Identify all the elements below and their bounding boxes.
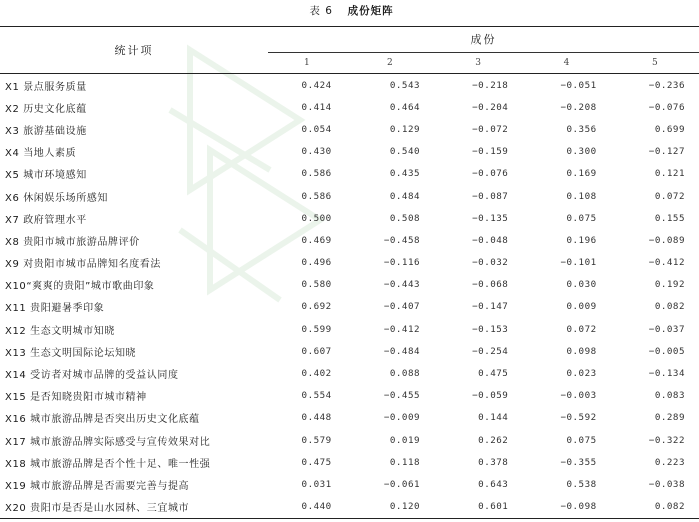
loading-value-cell: −0.484 <box>383 345 421 357</box>
loading-value-cell: 0.196 <box>566 234 597 246</box>
loading-value-cell: 0.484 <box>389 190 421 202</box>
loading-value-cell: −0.135 <box>472 212 509 224</box>
loading-value-cell: −0.038 <box>648 478 685 490</box>
loading-value-cell: 0.643 <box>478 478 509 490</box>
loading-value-cell: 0.098 <box>566 345 597 357</box>
loading-value-cell: −0.098 <box>522 496 610 519</box>
table-row <box>0 318 699 340</box>
row-label: X14 受访者对城市品牌的受益认同度 <box>5 370 179 382</box>
loading-value-cell: 0.475 <box>478 368 509 380</box>
loading-value-cell: 0.607 <box>301 345 332 357</box>
table-body <box>0 74 699 519</box>
loading-value-cell: 0.088 <box>389 368 421 380</box>
loading-value-cell: 0.121 <box>654 168 685 180</box>
loading-value-cell: 0.496 <box>301 257 332 269</box>
loading-value-cell: −0.322 <box>648 434 685 446</box>
loading-value-cell: 0.108 <box>566 190 597 202</box>
loading-value-cell: −0.089 <box>648 234 685 246</box>
loading-value-cell: −0.009 <box>383 412 421 424</box>
loading-value-cell: −0.412 <box>383 323 421 335</box>
table-row <box>0 385 699 407</box>
loading-value-cell: −0.412 <box>648 257 685 269</box>
table-row <box>0 496 699 519</box>
loading-value-cell: −0.061 <box>383 478 421 490</box>
row-label: X1 景点服务质量 <box>5 81 87 93</box>
row-label: X10“爽爽的贵阳”城市歌曲印象 <box>5 281 155 293</box>
component-header: 4 <box>522 52 610 73</box>
loading-value-cell: −0.076 <box>472 168 509 180</box>
row-label: X19 城市旅游品牌是否需要完善与提高 <box>5 480 190 492</box>
loading-value-cell: −0.407 <box>383 301 421 313</box>
loading-value-cell: −0.159 <box>472 146 509 158</box>
row-label: X20 贵阳市是否是山水园林、三宜城市 <box>0 496 268 519</box>
table-row <box>0 96 699 118</box>
row-label: X13 生态文明国际论坛知晓 <box>5 347 137 359</box>
table-row <box>0 185 699 207</box>
table-row <box>0 163 699 185</box>
loading-value-cell: 0.075 <box>566 212 597 224</box>
table-title: 成份矩阵 <box>347 5 394 17</box>
loading-value-cell: −0.208 <box>560 101 597 113</box>
loading-value-cell: 0.599 <box>301 323 332 335</box>
table-row <box>0 118 699 140</box>
loading-value-cell: 0.508 <box>389 212 421 224</box>
component-header: 1 <box>268 52 346 73</box>
loading-value-cell: −0.048 <box>472 234 509 246</box>
loading-value-cell: 0.424 <box>301 79 332 91</box>
loading-value-cell: 0.169 <box>566 168 597 180</box>
table-row <box>0 340 699 362</box>
loading-value-cell: −0.236 <box>648 79 685 91</box>
component-matrix-table <box>0 26 699 519</box>
loading-value-cell: 0.129 <box>389 123 421 135</box>
row-label: X5 城市环境感知 <box>5 170 87 182</box>
loading-value-cell: 0.075 <box>566 434 597 446</box>
loading-value-cell: 0.430 <box>301 146 332 158</box>
component-header: 3 <box>434 52 522 73</box>
loading-value-cell: −0.032 <box>472 257 509 269</box>
row-label: X11 贵阳避暑季印象 <box>5 303 105 315</box>
loading-value-cell: 0.448 <box>301 412 332 424</box>
row-label: X8 贵阳市城市旅游品牌评价 <box>5 236 140 248</box>
loading-value-cell: −0.443 <box>383 279 421 291</box>
loading-value-cell: −0.455 <box>383 390 421 402</box>
loading-value-cell: 0.054 <box>301 123 332 135</box>
row-label: X3 旅游基础设施 <box>5 125 87 137</box>
loading-value-cell: 0.120 <box>346 496 434 519</box>
loading-value-cell: 0.402 <box>301 368 332 380</box>
table-caption <box>0 3 699 18</box>
loading-value-cell: −0.254 <box>472 345 509 357</box>
loading-value-cell: −0.072 <box>472 123 509 135</box>
row-label: X15 是否知晓贵阳市城市精神 <box>5 392 147 404</box>
loading-value-cell: −0.076 <box>648 101 685 113</box>
row-label: X6 休闲娱乐场所感知 <box>5 192 108 204</box>
loading-value-cell: −0.059 <box>472 390 509 402</box>
table-row <box>0 451 699 473</box>
component-header: 2 <box>346 52 434 73</box>
loading-value-cell: 0.300 <box>566 146 597 158</box>
loading-value-cell: 0.440 <box>268 496 346 519</box>
loading-value-cell: 0.072 <box>566 323 597 335</box>
loading-value-cell: 0.414 <box>301 101 332 113</box>
loading-value-cell: −0.101 <box>560 257 597 269</box>
table-row <box>0 252 699 274</box>
table-row <box>0 229 699 251</box>
table-row <box>0 429 699 451</box>
row-label: X12 生态文明城市知晓 <box>5 325 115 337</box>
loading-value-cell: 0.580 <box>301 279 332 291</box>
loading-value-cell: 0.118 <box>389 456 421 468</box>
loading-value-cell: 0.469 <box>301 234 332 246</box>
loading-value-cell: 0.223 <box>654 456 685 468</box>
loading-value-cell: 0.072 <box>654 190 685 202</box>
loading-value-cell: 0.023 <box>566 368 597 380</box>
loading-value-cell: 0.144 <box>478 412 509 424</box>
table-row <box>0 274 699 296</box>
loading-value-cell: 0.540 <box>389 146 421 158</box>
loading-value-cell: 0.475 <box>301 456 332 468</box>
row-label: X17 城市旅游品牌实际感受与宣传效果对比 <box>5 436 211 448</box>
table-row <box>0 362 699 384</box>
table-row <box>0 473 699 495</box>
loading-value-cell: 0.692 <box>301 301 332 313</box>
loading-value-cell: 0.289 <box>654 412 685 424</box>
loading-value-cell: 0.031 <box>301 478 332 490</box>
loading-value-cell: 0.019 <box>389 434 421 446</box>
loading-value-cell: 0.543 <box>389 79 421 91</box>
row-label: X7 政府管理水平 <box>5 214 87 226</box>
stat-item-header: 统计项 <box>0 27 268 74</box>
loading-value-cell: 0.699 <box>654 123 685 135</box>
loading-value-cell: 0.155 <box>654 212 685 224</box>
loading-value-cell: 0.083 <box>654 390 685 402</box>
loading-value-cell: −0.116 <box>383 257 421 269</box>
row-label: X16 城市旅游品牌是否突出历史文化底蕴 <box>5 414 200 426</box>
loading-value-cell: 0.435 <box>389 168 421 180</box>
loading-value-cell: 0.192 <box>654 279 685 291</box>
loading-value-cell: −0.458 <box>383 234 421 246</box>
loading-value-cell: −0.147 <box>472 301 509 313</box>
loading-value-cell: −0.134 <box>648 368 685 380</box>
row-label: X9 对贵阳市城市品牌知名度看法 <box>5 259 161 271</box>
loading-value-cell: 0.356 <box>566 123 597 135</box>
loading-value-cell: 0.586 <box>301 190 332 202</box>
loading-value-cell: −0.051 <box>560 79 597 91</box>
table-row <box>0 296 699 318</box>
loading-value-cell: −0.127 <box>648 146 685 158</box>
loading-value-cell: −0.218 <box>472 79 509 91</box>
loading-value-cell: 0.082 <box>654 301 685 313</box>
loading-value-cell: 0.082 <box>611 496 699 519</box>
loading-value-cell: 0.579 <box>301 434 332 446</box>
table-row <box>0 207 699 229</box>
table-row <box>0 141 699 163</box>
loading-value-cell: 0.464 <box>389 101 421 113</box>
loading-value-cell: −0.204 <box>472 101 509 113</box>
loading-value-cell: 0.009 <box>566 301 597 313</box>
table-number: 表 6 <box>309 5 333 17</box>
loading-value-cell: −0.068 <box>472 279 509 291</box>
loading-value-cell: −0.153 <box>472 323 509 335</box>
loading-value-cell: 0.554 <box>301 390 332 402</box>
component-header: 5 <box>611 52 699 73</box>
loading-value-cell: 0.030 <box>566 279 597 291</box>
loading-value-cell: 0.378 <box>478 456 509 468</box>
loading-value-cell: 0.262 <box>478 434 509 446</box>
row-label: X18 城市旅游品牌是否个性十足、唯一性强 <box>5 458 211 470</box>
loading-value-cell: −0.355 <box>560 456 597 468</box>
row-label: X2 历史文化底蕴 <box>5 103 87 115</box>
loading-value-cell: 0.538 <box>566 478 597 490</box>
loading-value-cell: 0.601 <box>434 496 522 519</box>
loading-value-cell: −0.087 <box>472 190 509 202</box>
loading-value-cell: −0.592 <box>560 412 597 424</box>
row-label: X4 当地人素质 <box>5 148 77 160</box>
loading-value-cell: 0.586 <box>301 168 332 180</box>
component-group-header: 成份 <box>268 27 699 53</box>
loading-value-cell: −0.003 <box>560 390 597 402</box>
loading-value-cell: −0.037 <box>648 323 685 335</box>
table-row <box>0 74 699 97</box>
loading-value-cell: −0.005 <box>648 345 685 357</box>
table-row <box>0 407 699 429</box>
loading-value-cell: 0.500 <box>301 212 332 224</box>
